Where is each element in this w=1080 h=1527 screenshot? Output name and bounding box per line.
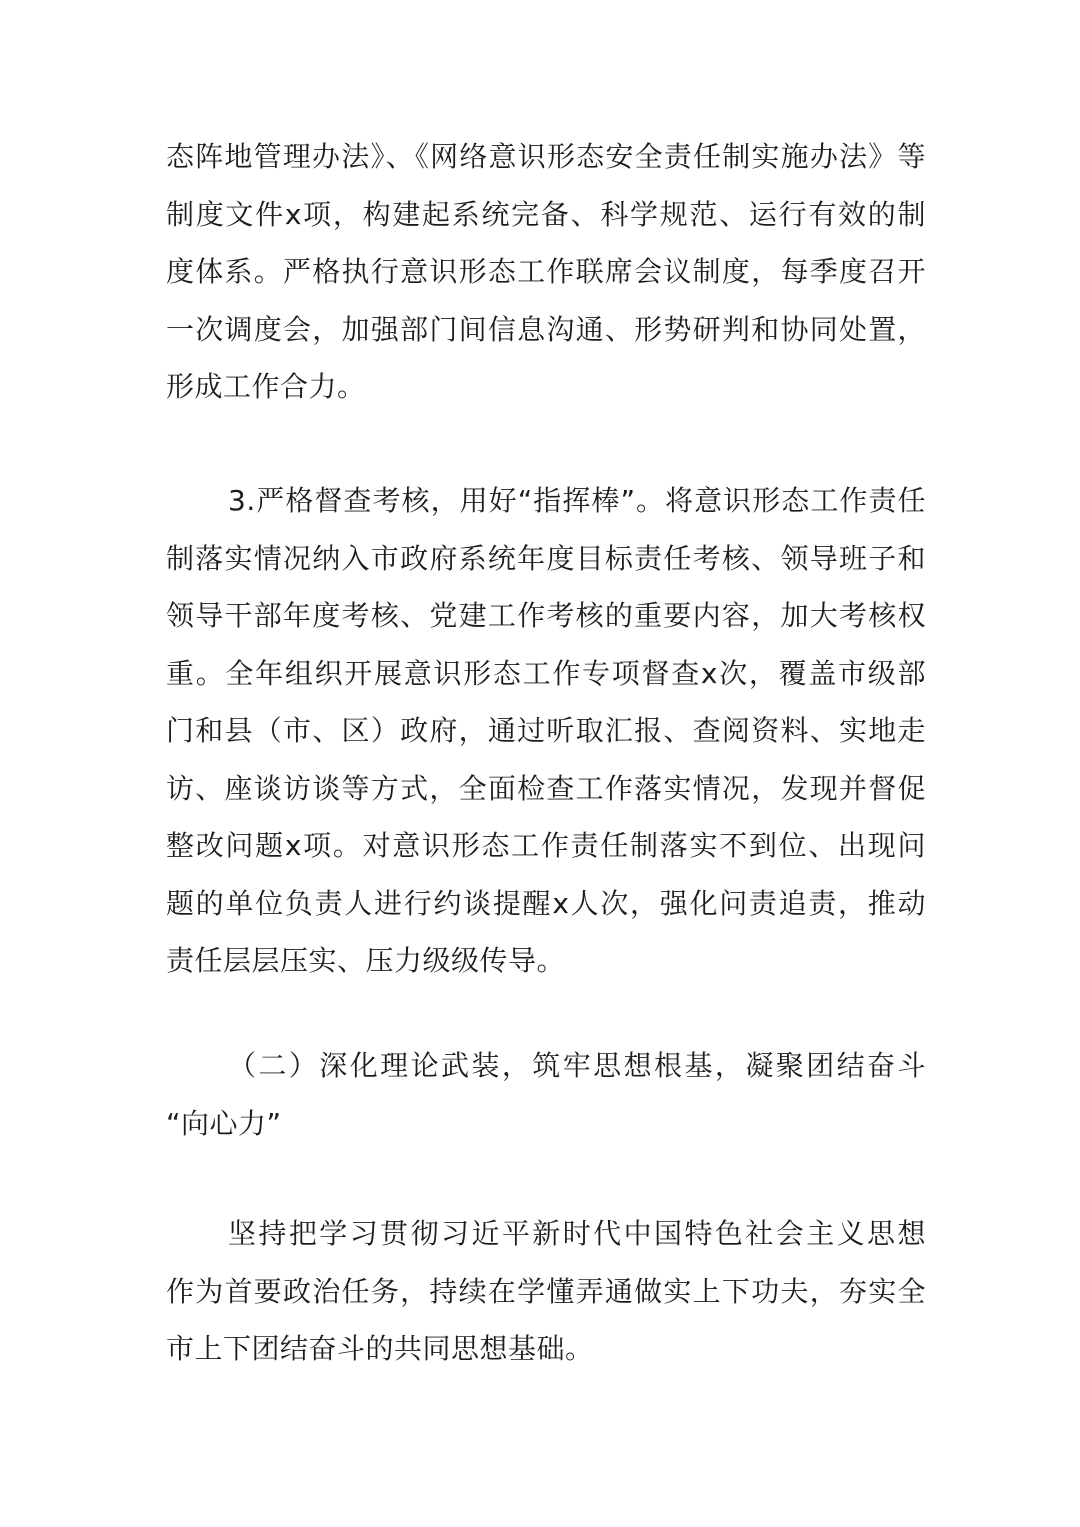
heading-line: （二）深化理论武装，筑牢思想根基，凝聚团结奋斗 bbox=[228, 1049, 926, 1082]
paragraph-institutional-system bbox=[166, 128, 926, 416]
text-line: 坚持把学习贯彻习近平新时代中国特色社会主义思想 bbox=[228, 1217, 926, 1250]
text-line: 一次调度会，加强部门间信息沟通、形势研判和协同处置， bbox=[166, 312, 926, 346]
text-line: 领导干部年度考核、党建工作考核的重要内容，加大考核权 bbox=[166, 599, 926, 632]
text-line: 市上下团结奋斗的共同思想基础。 bbox=[166, 1332, 594, 1365]
paragraph-supervision-assessment bbox=[166, 472, 926, 990]
section-heading-2 bbox=[166, 1037, 926, 1152]
text-line: 整改问题x项。对意识形态工作责任制落实不到位、出现问 bbox=[166, 829, 926, 862]
text-line: 门和县（市、区）政府，通过听取汇报、查阅资料、实地走 bbox=[166, 714, 926, 747]
heading-line: “向心力” bbox=[166, 1106, 282, 1140]
text-line: 3.严格督查考核，用好“指挥棒”。将意识形态工作责任 bbox=[228, 484, 926, 517]
paragraph-theory-study bbox=[166, 1205, 926, 1378]
text-line: 度体系。严格执行意识形态工作联席会议制度，每季度召开 bbox=[166, 255, 926, 288]
text-line: 作为首要政治任务，持续在学懂弄通做实上下功夫，夯实全 bbox=[166, 1274, 926, 1308]
text-line: 制度文件x项，构建起系统完备、科学规范、运行有效的制 bbox=[166, 197, 926, 231]
text-line: 题的单位负责人进行约谈提醒x人次，强化问责追责，推动 bbox=[166, 886, 926, 920]
text-line: 形成工作合力。 bbox=[166, 370, 366, 403]
text-line: 重。全年组织开展意识形态工作专项督查x次，覆盖市级部 bbox=[166, 656, 926, 690]
text-line: 责任层层压实、压力级级传导。 bbox=[166, 944, 566, 977]
text-line: 制落实情况纳入市政府系统年度目标责任考核、领导班子和 bbox=[166, 541, 926, 575]
text-line: 访、座谈访谈等方式，全面检查工作落实情况，发现并督促 bbox=[166, 771, 926, 805]
text-line: 态阵地管理办法》、《网络意识形态安全责任制实施办法》等 bbox=[166, 140, 926, 173]
